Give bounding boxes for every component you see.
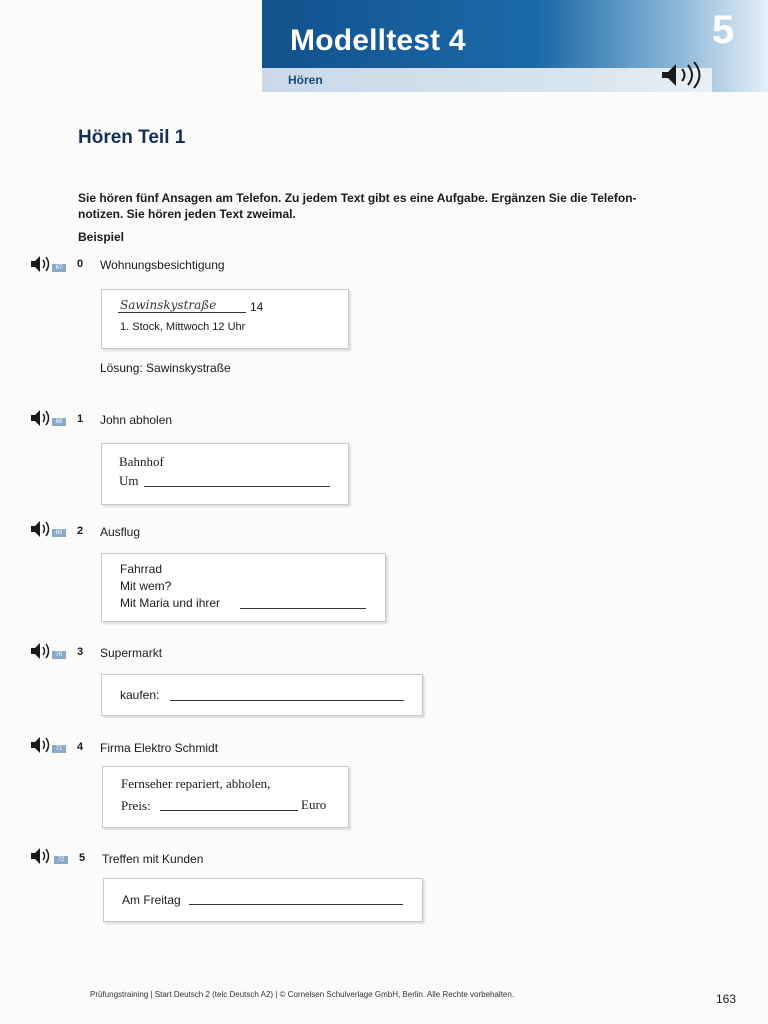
- answer-line[interactable]: [170, 700, 404, 701]
- item-number: 0: [77, 258, 84, 270]
- note-line: Am Freitag: [122, 893, 181, 907]
- track-badge: 67: [52, 264, 66, 272]
- note-line: Fahrrad: [120, 562, 163, 576]
- answer-line[interactable]: [160, 810, 298, 811]
- note-line: 14: [250, 300, 264, 314]
- answer-line[interactable]: [189, 904, 403, 905]
- track-badge: 71: [52, 745, 66, 753]
- track-badge: 68: [52, 418, 66, 426]
- item-number: 5: [79, 852, 86, 864]
- item-number: 3: [77, 646, 84, 658]
- speaker-icon[interactable]: [30, 255, 54, 278]
- item-label: Firma Elektro Schmidt: [100, 741, 219, 755]
- beispiel-label: Beispiel: [78, 230, 125, 244]
- answer-line: [118, 312, 246, 313]
- instructions: Sie hören fünf Ansagen am Telefon. Zu jedem Text gibt es eine Aufgabe. Ergänzen Sie die Telefon- notizen. Sie hören jeden Text zweimal.: [78, 191, 637, 221]
- item-label: Supermarkt: [100, 646, 163, 660]
- note-line: Mit wem?: [120, 579, 172, 593]
- item-number: 4: [77, 741, 84, 753]
- note-line: Mit Maria und ihrer: [120, 596, 221, 610]
- note-line: Um: [119, 473, 139, 488]
- note-box: [103, 878, 423, 922]
- speaker-icon[interactable]: [30, 847, 54, 870]
- speaker-icon[interactable]: [30, 520, 54, 543]
- track-badge: 69: [52, 529, 66, 537]
- page-number: 163: [716, 992, 737, 1006]
- item-label: Ausflug: [100, 525, 141, 539]
- item-label: Treffen mit Kunden: [102, 852, 204, 866]
- speaker-icon: [660, 60, 720, 95]
- note-box: [101, 674, 423, 716]
- speaker-icon[interactable]: [30, 736, 54, 759]
- note-box-example: [101, 289, 349, 349]
- answer-line[interactable]: [144, 486, 330, 487]
- note-box: [101, 443, 349, 505]
- header-title: Modelltest 4: [290, 24, 466, 57]
- note-line: kaufen:: [120, 688, 160, 702]
- track-badge: 72: [54, 856, 68, 864]
- note-line: Preis:: [121, 798, 151, 813]
- header-subbar: [262, 68, 712, 92]
- chapter-number: 5: [712, 8, 735, 52]
- solution-text: Lösung: Sawinskystraße: [100, 361, 231, 375]
- speaker-icon[interactable]: [30, 409, 54, 432]
- note-box: [101, 553, 386, 622]
- item-number: 1: [77, 413, 84, 425]
- note-line: Euro: [301, 797, 327, 812]
- footer-text: Prüfungstraining | Start Deutsch 2 (telc Deutsch A2) | © Cornelsen Schulverlage GmbH, Berlin. Alle Rechte vorbehalten.: [90, 990, 515, 999]
- header-section: Hören: [288, 73, 323, 87]
- item-label: Wohnungsbesichtigung: [100, 258, 225, 272]
- item-number: 2: [77, 525, 84, 537]
- note-line: 1. Stock, Mittwoch 12 Uhr: [120, 321, 246, 333]
- item-label: John abholen: [100, 413, 173, 427]
- page-title: Hören Teil 1: [78, 127, 186, 148]
- note-line: Fernseher repariert, abholen,: [121, 776, 271, 791]
- speaker-icon[interactable]: [30, 642, 54, 665]
- note-line: Bahnhof: [119, 454, 164, 469]
- answer-line[interactable]: [240, 608, 366, 609]
- handwritten-answer: Sawinskystraße: [120, 298, 217, 312]
- track-badge: 70: [52, 651, 66, 659]
- note-box: [102, 766, 349, 828]
